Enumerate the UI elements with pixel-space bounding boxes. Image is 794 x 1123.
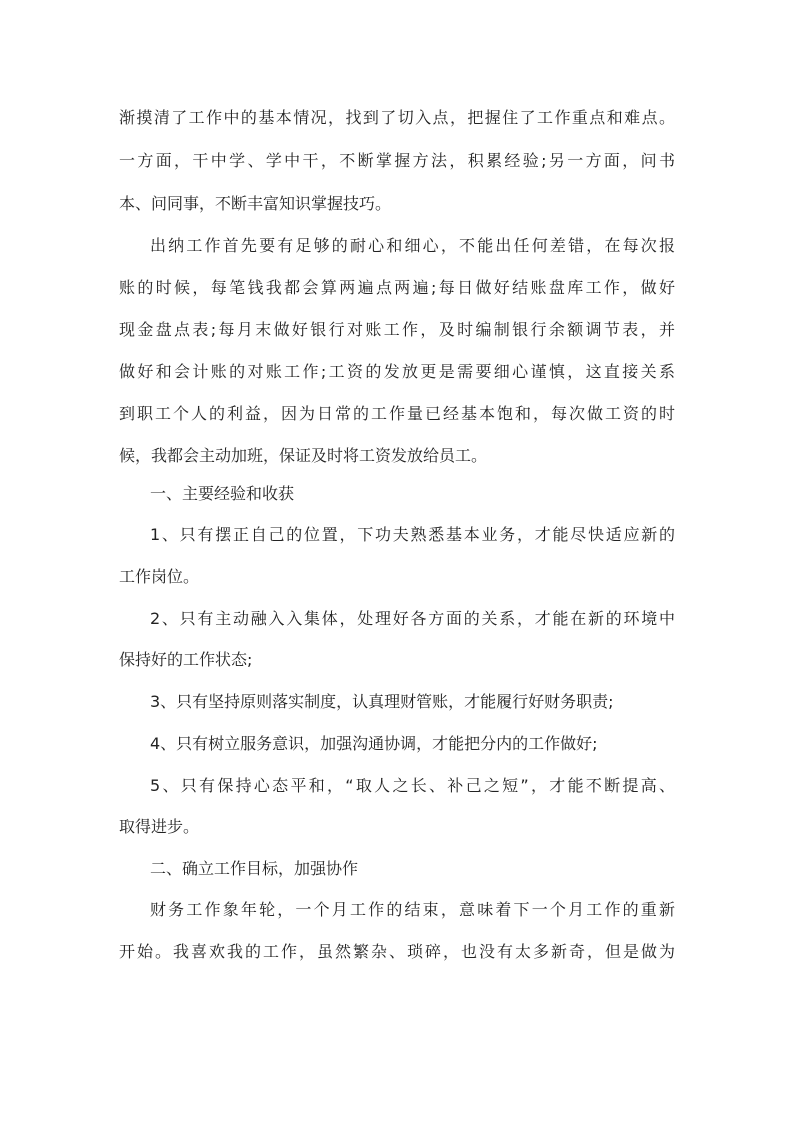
text-line: 一方面，干中学、学中干，不断掌握方法，积累经验;另一方面，问书 [119,151,675,170]
text-line: 渐摸清了工作中的基本情况，找到了切入点，把握住了工作重点和难点。 [119,108,675,127]
list-item-line: 3、只有坚持原则落实制度，认真理财管账，才能履行好财务职责; [150,692,614,711]
text-line: 开始。我喜欢我的工作，虽然繁杂、琐碎，也没有太多新奇，但是做为 [119,942,675,961]
list-item-line: 保持好的工作状态; [119,650,253,669]
list-item-line: 2、只有主动融入入集体，处理好各方面的关系，才能在新的环境中 [150,609,675,628]
text-line: 本、问同事，不断丰富知识掌握技巧。 [119,194,392,213]
list-item-line: 1、只有摆正自己的位置，下功夫熟悉基本业务，才能尽快适应新的 [150,525,675,544]
text-line: 候，我都会主动加班，保证及时将工资发放给员工。 [119,446,488,465]
text-line: 做好和会计账的对账工作;工资的发放更是需要细心谨慎，这直接关系 [119,362,675,381]
text-line: 到职工个人的利益，因为日常的工作量已经基本饱和，每次做工资的时 [119,404,675,423]
list-item-line: 5、只有保持心态平和，“取人之长、补己之短”，才能不断提高、 [150,776,675,795]
text-line: 账的时候，每笔钱我都会算两遍点两遍;每日做好结账盘库工作，做好 [119,278,675,297]
list-item-line: 取得进步。 [119,817,200,836]
list-item-line: 4、只有树立服务意识，加强沟通协调，才能把分内的工作做好; [150,734,598,753]
list-item-line: 工作岗位。 [119,567,200,586]
text-line: 现金盘点表;每月末做好银行对账工作，及时编制银行余额调节表，并 [119,320,675,339]
text-line: 财务工作象年轮，一个月工作的结束，意味着下一个月工作的重新 [150,900,675,919]
section-heading: 一、主要经验和收获 [150,484,295,503]
text-line: 出纳工作首先要有足够的耐心和细心，不能出任何差错，在每次报 [150,236,675,255]
section-heading: 二、确立工作目标，加强协作 [150,859,359,878]
